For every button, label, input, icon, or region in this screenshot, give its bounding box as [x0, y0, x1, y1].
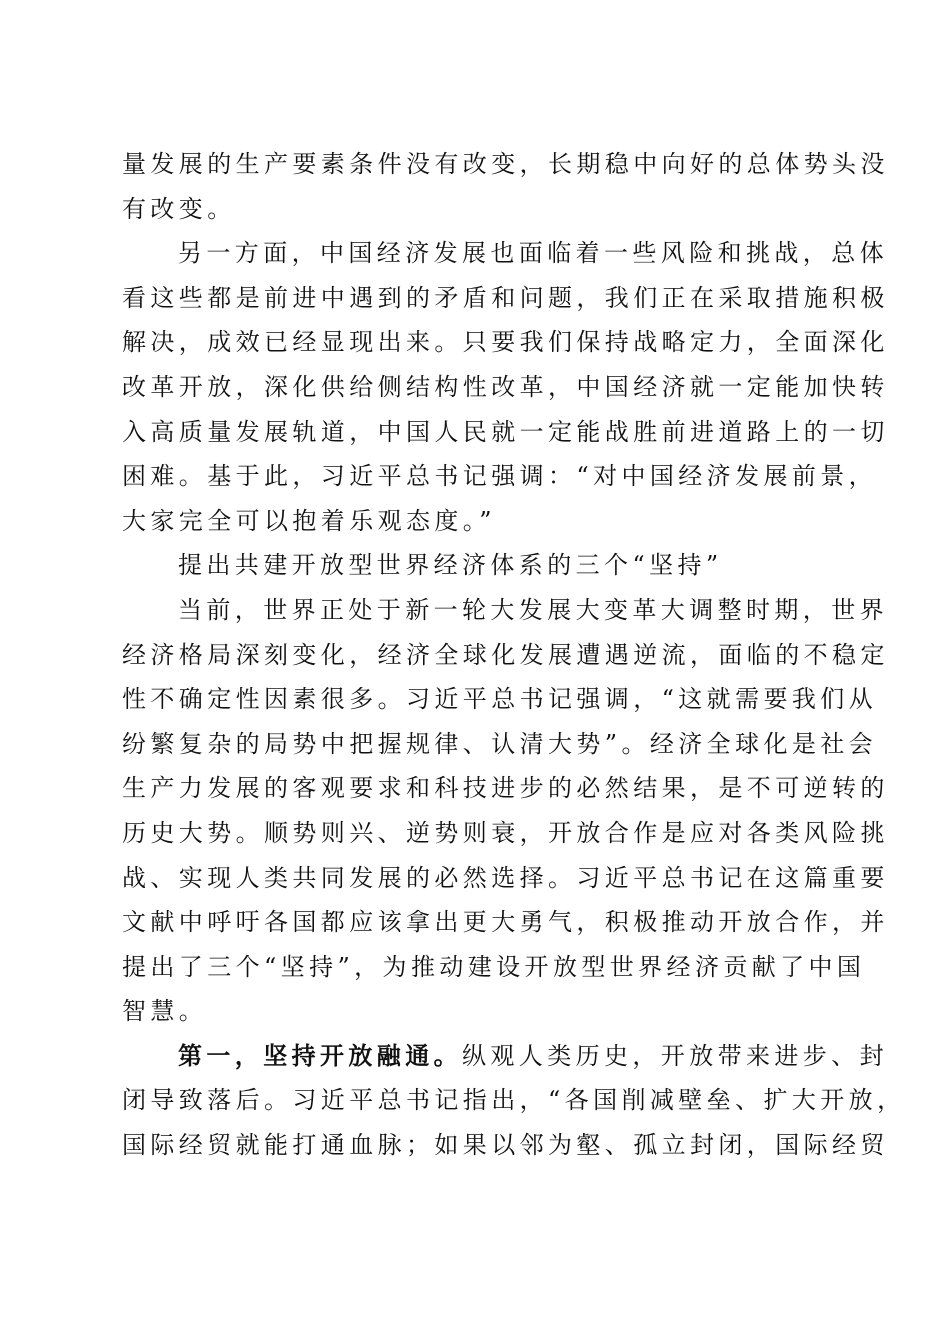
text-line: 生产力发展的客观要求和科技进步的必然结果，是不可逆转的 [122, 774, 889, 803]
text-line: 解决，成效已经显现出来。只要我们保持战略定力，全面深化 [122, 328, 889, 357]
text-line: 当前，世界正处于新一轮大发展大变革大调整时期，世界 [178, 595, 888, 624]
text-line: 提出了三个“坚持”，为推动建设开放型世界经济贡献了中国 [122, 952, 866, 981]
text-line: 纷繁复杂的局势中把握规律、认清大势”。经济全球化是社会 [122, 729, 878, 758]
text-line: 有改变。 [122, 194, 236, 223]
paragraph-2 [122, 231, 889, 543]
paragraph-1 [122, 142, 889, 231]
text-line: 看这些都是前进中遇到的矛盾和问题，我们正在采取措施积极 [122, 283, 889, 312]
lead-rest-text: 纵观人类历史，开放带来进步、封 [462, 1041, 888, 1070]
text-line: 入高质量发展轨道，中国人民就一定能战胜前进道路上的一切 [122, 417, 889, 446]
text-line: 困难。基于此，习近平总书记强调：“对中国经济发展前景， [122, 462, 878, 491]
section-heading [122, 543, 822, 588]
text-line: 改革开放，深化供给侧结构性改革，中国经济就一定能加快转 [122, 372, 889, 401]
paragraph-4 [122, 1034, 906, 1168]
paragraph-3 [122, 588, 889, 1034]
text-line: 战、实现人类共同发展的必然选择。习近平总书记在这篇重要 [122, 863, 889, 892]
text-line: 文献中呼吁各国都应该拿出更大勇气，积极推动开放合作，并 [122, 908, 889, 937]
section-heading-text: 提出共建开放型世界经济体系的三个“坚持” [178, 551, 723, 580]
text-line: 经济格局深刻变化，经济全球化发展遭遇逆流，面临的不稳定 [122, 640, 889, 669]
text-line: 大家完全可以抱着乐观态度。” [122, 506, 496, 535]
text-line: 性不确定性因素很多。习近平总书记强调，“这就需要我们从 [122, 685, 878, 714]
document-body [122, 142, 906, 1168]
text-line [122, 1034, 888, 1079]
text-line: 闭导致落后。习近平总书记指出，“各国削减壁垒、扩大开放， [122, 1086, 906, 1115]
text-line: 历史大势。顺势则兴、逆势则衰，开放合作是应对各类风险挑 [122, 818, 889, 847]
bold-lead-text: 第一，坚持开放融通。 [178, 1040, 462, 1070]
text-line: 智慧。 [122, 997, 208, 1026]
text-line: 国际经贸就能打通血脉；如果以邻为壑、孤立封闭，国际经贸 [122, 1131, 889, 1160]
text-line: 另一方面，中国经济发展也面临着一些风险和挑战，总体 [178, 239, 888, 268]
text-line: 量发展的生产要素条件没有改变，长期稳中向好的总体势头没 [122, 150, 889, 178]
